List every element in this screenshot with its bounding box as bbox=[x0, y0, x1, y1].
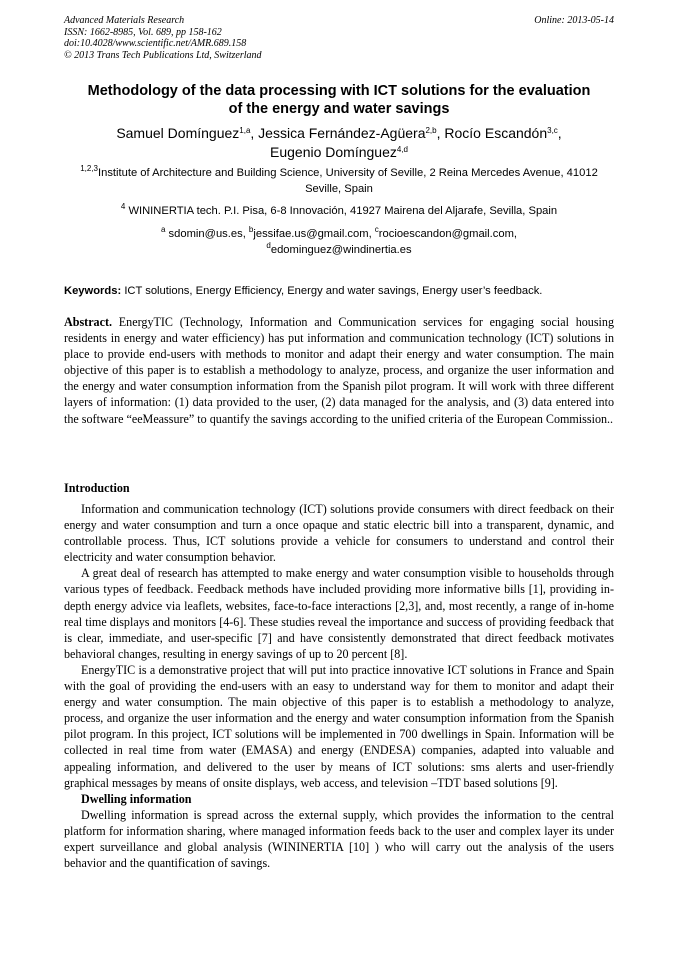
author-list bbox=[64, 124, 614, 162]
email-sup: c bbox=[374, 225, 379, 234]
email-address[interactable]: jessifae.us@gmail.com bbox=[253, 228, 369, 240]
paragraph: Dwelling information is spread across the external supply, which provides the information to the central platform for information sharing, where managed information feeds back to the user and complex layer its under expert surveillance and global analysis (WININERTIA [10] ) who will carry out the analysis of the users behavior and the quantification of savings. bbox=[64, 807, 614, 871]
email-sup: a bbox=[160, 225, 166, 234]
email-address[interactable]: rocioescandon@gmail.com bbox=[378, 228, 514, 240]
journal-name: Advanced Materials Research bbox=[64, 15, 185, 26]
abstract-label: Abstract. bbox=[64, 315, 113, 329]
paragraph: Information and communication technology (ICT) solutions provide consumers with direct feedback on their energy and water consumption and turn a once opaque and static electric bill into a transparent, dynamic, and controllable process. Thus, ICT solutions provide a vehicle for consumers to understand and control their electricity and water consumption behavior. bbox=[64, 502, 614, 565]
copyright-line: © 2013 Trans Tech Publications Ltd, Switzerland bbox=[64, 49, 262, 61]
running-header-left bbox=[64, 15, 262, 61]
affiliation-2 bbox=[64, 203, 614, 219]
email-sep: , bbox=[368, 228, 375, 240]
paragraph: A great deal of research has attempted to make energy and water consumption visible to households through various types of feedback. Feedback methods have included providing more informative bills [1], providing in-depth energy advice via leaflets, websites, face-to-face interactions [2,3], and, most recently, a range of in-home real time displays and monitors [4-6]. These studies reveal the importance and success of providing feedback that is clear, immediate, and user-specific [7] and have consistently demonstrated that direct feedback motivates behavioral changes, resulting in energy savings of up to 20 percent [8]. bbox=[64, 566, 614, 661]
affiliation-text: WININERTIA tech. P.I. Pisa, 6-8 Innovación, 41927 Mairena del Aljarafe, Sevilla, Spain bbox=[128, 205, 558, 217]
doi-line: doi:10.4028/www.scientific.net/AMR.689.158 bbox=[64, 38, 247, 49]
email-address[interactable]: sdomin@us.es bbox=[168, 228, 243, 240]
author-sup: 4,d bbox=[396, 145, 408, 154]
email-address[interactable]: edominguez@windinertia.es bbox=[270, 244, 412, 256]
email-sep: , bbox=[513, 228, 518, 240]
section-heading-introduction: Introduction bbox=[64, 481, 130, 495]
email-sup: d bbox=[266, 241, 271, 250]
keywords-label: Keywords: bbox=[64, 285, 122, 297]
abstract bbox=[64, 314, 614, 427]
author-name: Eugenio Domínguez bbox=[270, 144, 397, 160]
author-sep: , bbox=[557, 125, 562, 141]
affiliation-1 bbox=[64, 165, 614, 197]
email-list bbox=[64, 226, 614, 258]
email-sup: b bbox=[248, 225, 254, 234]
author-sup: 1,a bbox=[239, 126, 251, 135]
author-sup: 3,c bbox=[547, 126, 558, 135]
issn-line: ISSN: 1662-8985, Vol. 689, pp 158-162 bbox=[64, 26, 222, 38]
paragraph: EnergyTIC is a demonstrative project that will put into practice innovative ICT solutions in France and Spain with the goal of providing the end-users with an easy to understand way for them to monitor and adapt their energy and water consumption. The main objective of this paper is to establish a methodology to analyze, process, and organize the user information and the energy and water consumption information from the Spanish pilot program. In this project, ICT solutions will be implemented in 700 dwellings in Spain. Information will be collected in real time from water (EMASA) and energy (ENDESA) companies, adapted into valuable and appealing information, and delivered to the user by means of ICT solutions: sms alerts and user-friendly graphical messages by means of onsite displays, web access, and television –TDT based solutions [9]. bbox=[64, 662, 614, 790]
keywords-text: ICT solutions, Energy Efficiency, Energy and water savings, Energy user’s feedback. bbox=[124, 285, 543, 297]
email-sep: , bbox=[242, 228, 249, 240]
affiliation-text: Institute of Architecture and Building Science, University of Seville, 2 Reina Mercedes Avenue, 41012 Seville, Spain bbox=[98, 167, 598, 195]
section-heading-dwelling: Dwelling information bbox=[81, 791, 192, 806]
affiliation-sup: 4 bbox=[120, 202, 126, 211]
author-name: Jessica Fernández-Agüera bbox=[258, 125, 426, 141]
introduction-body bbox=[64, 501, 614, 871]
author-name: Rocío Escandón bbox=[444, 125, 548, 141]
online-date: Online: 2013-05-14 bbox=[534, 15, 614, 26]
author-sep: , bbox=[250, 125, 259, 141]
abstract-text: EnergyTIC (Technology, Information and Communication services for engaging social housing residents in energy and water efficiency) has put information and communication technology (ICT) solutions in place to provide end-users with methods to monitor and adapt their energy and water consumption. The main objective of this paper is to establish a methodology to analyze, process, and organize the user information and the energy and water consumption information from the Spanish pilot program. It will work with three different layers of information: (1) data provided to the user, (2) data managed for the analysis, and (3) data entered into the software “eeMeassure” to quantify the savings according to the unified criteria of the European Commission.. bbox=[64, 315, 614, 426]
author-sup: 2,b bbox=[425, 126, 437, 135]
author-sep: , bbox=[436, 125, 445, 141]
affiliation-sup: 1,2,3 bbox=[80, 164, 98, 173]
keywords bbox=[64, 283, 624, 299]
paper-title: Methodology of the data processing with ICT solutions for the evaluation of the energy and water savings bbox=[87, 83, 591, 117]
author-name: Samuel Domínguez bbox=[116, 125, 240, 141]
